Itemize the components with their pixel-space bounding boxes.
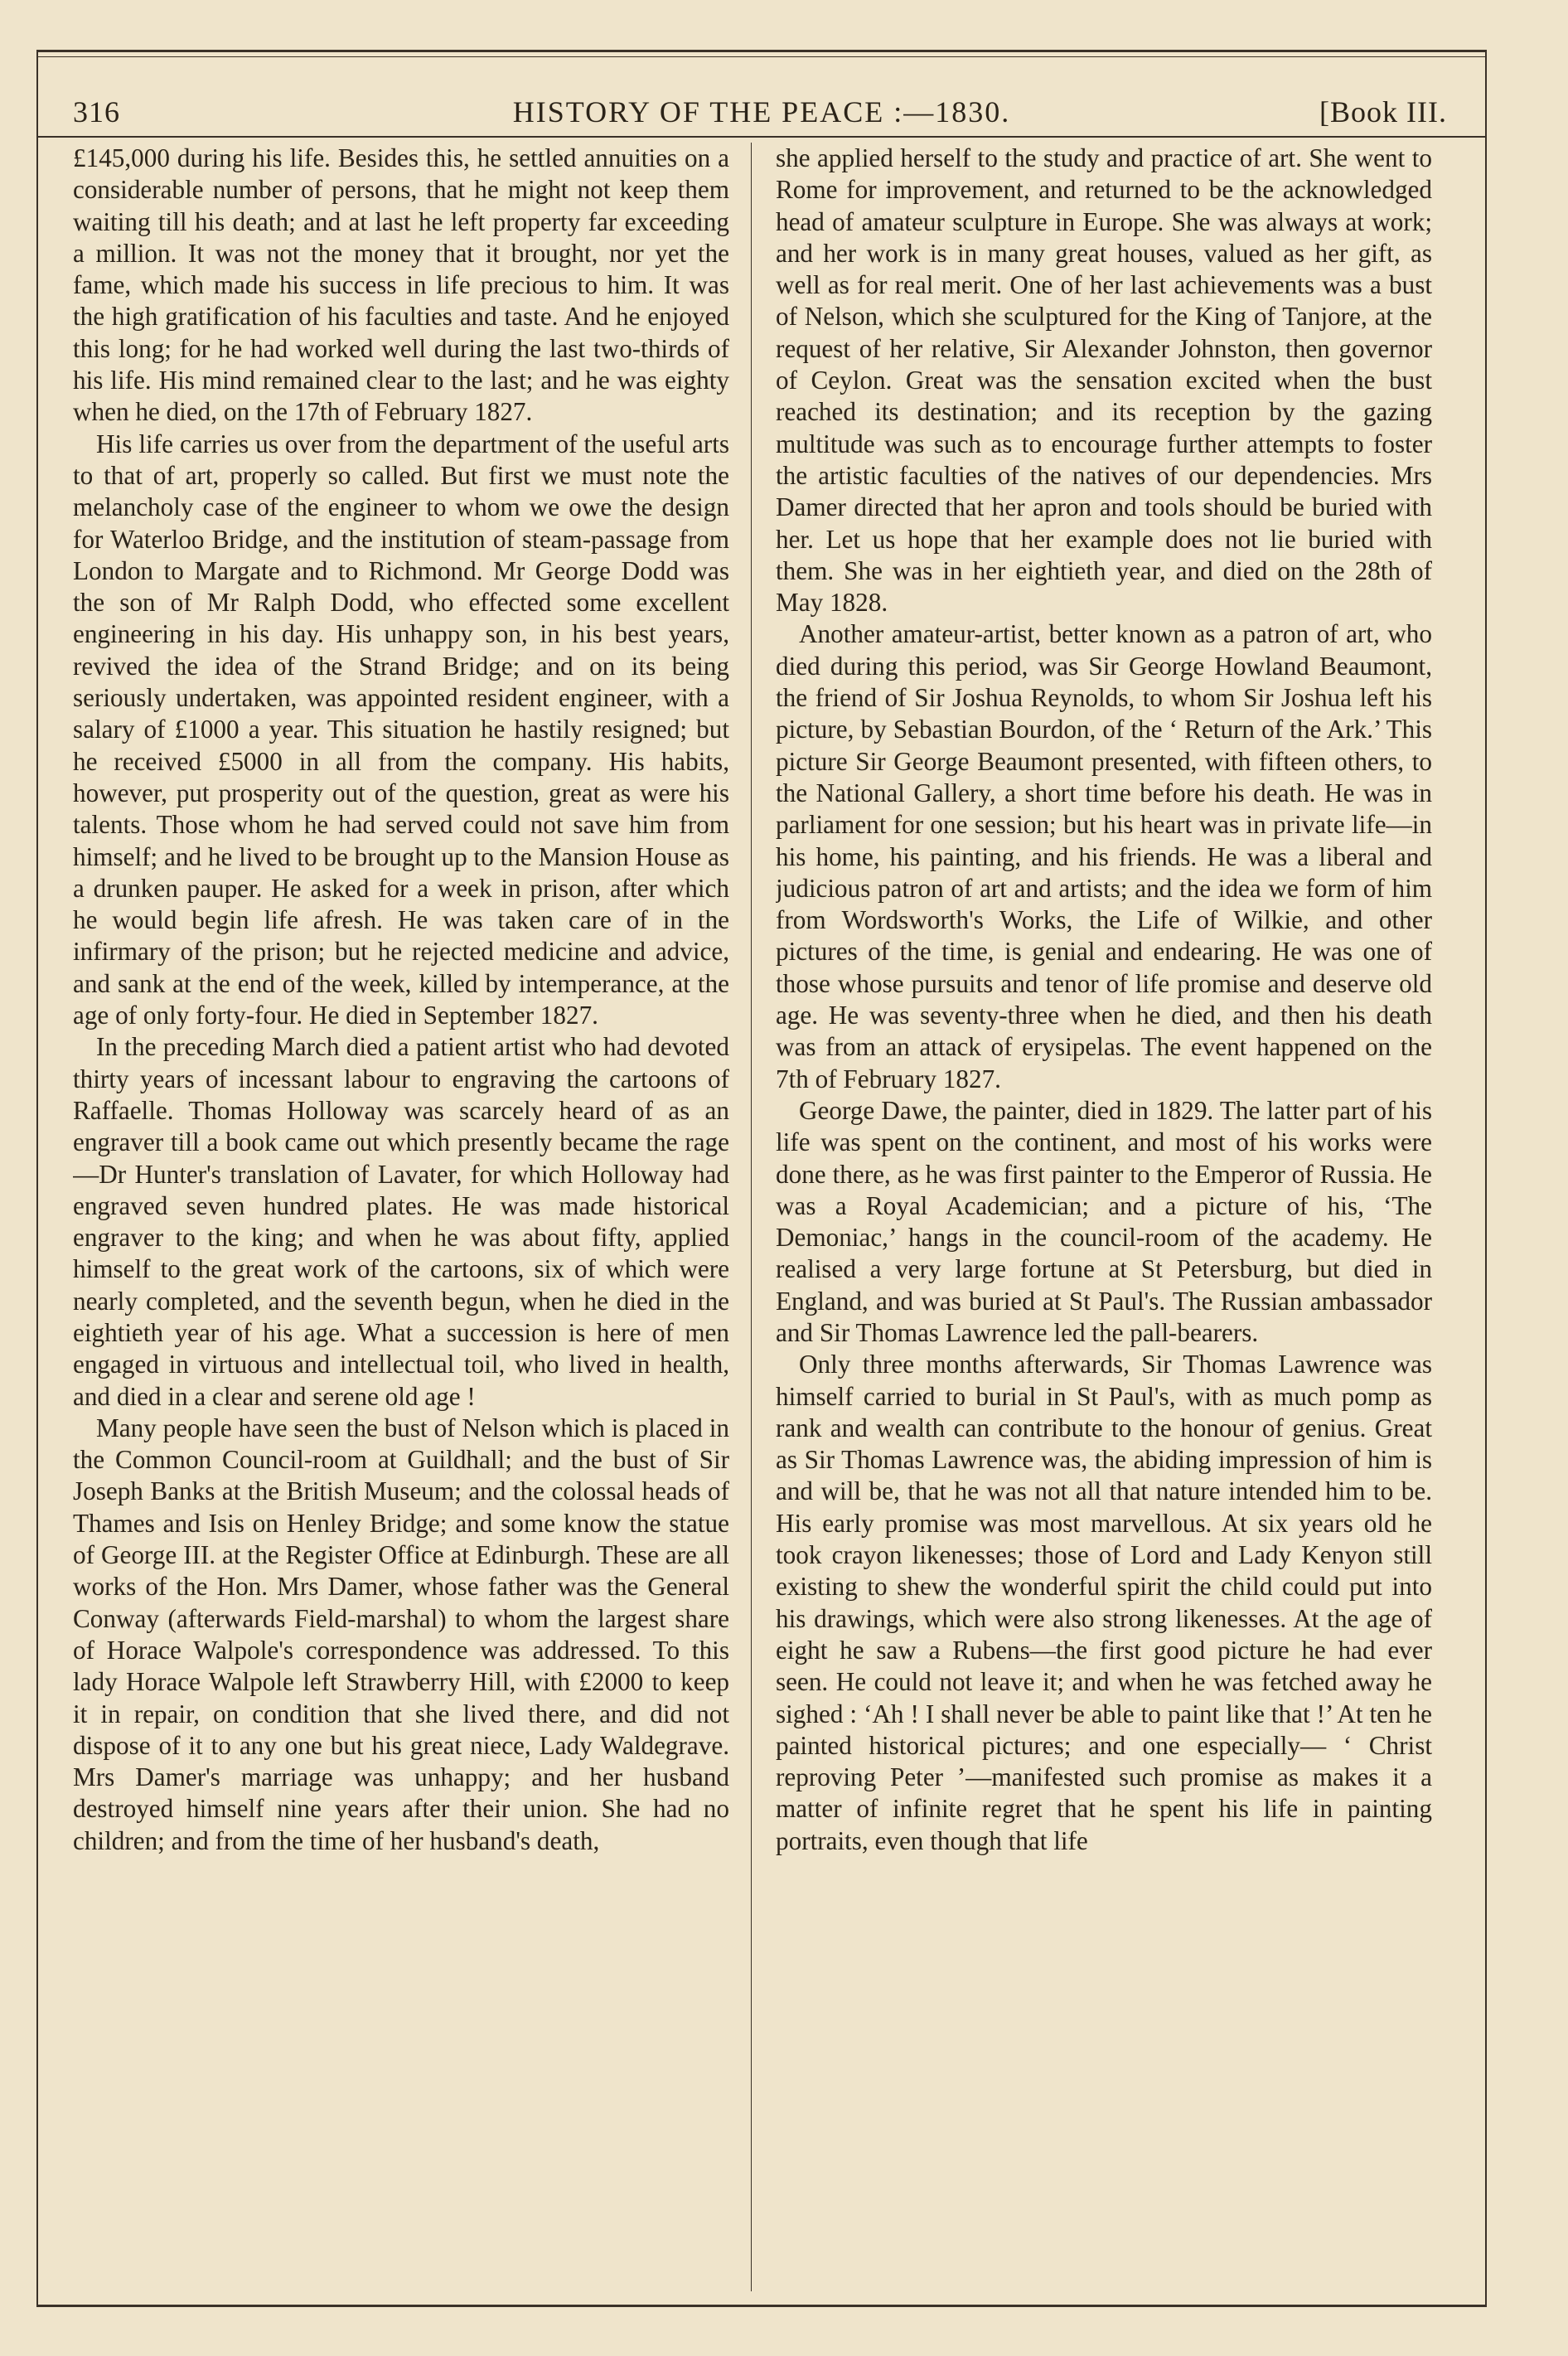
running-header xyxy=(38,83,1485,133)
paragraph: George Dawe, the painter, died in 1829. The latter part of his life was spent on the continent, and most of his works were done there, as he was first painter to the Emperor of Russia. He was a Royal Academician; and a picture of his, ‘The Demoniac,’ hangs in the council-room of the academy. He realised a very large fortune at St Petersburg, but died in England, and was buried at St Paul's. The Russian ambassador and Sir Thomas Lawrence led the pall-bearers. xyxy=(776,1095,1432,1347)
paragraph: Another amateur-artist, better known as a patron of art, who died during this period, was Sir George Howland Beaumont, the friend of Sir Joshua Reynolds, to whom Sir Joshua left his picture, by Sebastian Bourdon, of the ‘ Return of the Ark.’ This picture Sir George Beaumont presented, with fifteen others, to the National Gallery, a short time before his death. He was in parliament for one session; but his heart was in private life—in his home, his painting, and his friends. He was a liberal and judicious patron of art and artists; and the idea we form of him from Wordsworth's Works, the Life of Wilkie, and other pictures of the time, is genial and endearing. He was one of those whose pursuits and tenor of life promise and deserve old age. He was seventy-three when he died, and then his death was from an attack of erysipelas. The event happened on the 7th of February 1827. xyxy=(776,619,1432,1093)
page xyxy=(36,50,1487,2307)
right-column xyxy=(776,143,1432,2294)
left-column xyxy=(73,143,729,2294)
paragraph: she applied herself to the study and practice of art. She went to Rome for improvement, and returned to be the acknowledged head of amateur sculpture in Europe. She was always at work; and her work is in many great houses, valued as her gift, as well as for real merit. One of her last achievements was a bust of Nelson, which she sculptured for the King of Tanjore, at the request of her relative, Sir Alexander Johnston, then governor of Ceylon. Great was the sensation excited when the bust reached its destination; and its reception by the gazing multitude was such as to encourage further attempts to foster the artistic faculties of the natives of our dependencies. Mrs Damer directed that her apron and tools should be buried with her. Let us hope that her example does not lie buried with them. She was in her eightieth year, and died on the 28th of May 1828. xyxy=(776,143,1432,618)
header-rule xyxy=(38,136,1485,138)
column-divider xyxy=(751,143,752,2291)
top-rule xyxy=(38,50,1485,57)
paragraph: In the preceding March died a patient artist who had devoted thirty years of incessant labour to engraving the cartoons of Raffaelle. Thomas Holloway was scarcely heard of as an engraver till a book came out which presently became the rage —Dr Hunter's translation of Lavater, for which Holloway had engraved seven hundred plates. He was made historical engraver to the king; and when he was about fifty, applied himself to the great work of the cartoons, six of which were nearly completed, and the seventh begun, when he died in the eightieth year of his age. What a succession is here of men engaged in virtuous and intellectual toil, who lived in health, and died in a clear and serene old age ! xyxy=(73,1032,729,1411)
book-label: [Book III. xyxy=(1319,95,1447,128)
paragraph: £145,000 during his life. Besides this, he settled annuities on a considerable number of persons, that he might not keep them waiting till his death; and at last he left property far exceeding a million. It was not the money that it brought, nor yet the fame, which made his success in life precious to him. It was the high gratification of his faculties and taste. And he enjoyed this long; for he had worked well during the last two-thirds of his life. His mind remained clear to the last; and he was eighty when he died, on the 17th of February 1827. xyxy=(73,143,729,427)
paragraph: Many people have seen the bust of Nelson which is placed in the Common Council-room at Guildhall; and the bust of Sir Joseph Banks at the British Museum; and the colossal heads of Thames and Isis on Henley Bridge; and some know the statue of George III. at the Register Office at Edinburgh. These are all works of the Hon. Mrs Damer, whose father was the General Conway (afterwards Field-marshal) to whom the largest share of Horace Walpole's correspondence was addressed. To this lady Horace Walpole left Strawberry Hill, with £2000 to keep it in repair, on condition that she lived there, and did not dispose of it to any one but his great niece, Lady Waldegrave. Mrs Damer's marriage was unhappy; and her husband destroyed himself nine years after their union. She had no children; and from the time of her husband's death, xyxy=(73,1413,729,1855)
paragraph: Only three months afterwards, Sir Thomas Lawrence was himself carried to burial in St Paul's, with as much pomp as rank and wealth can contribute to the honour of genius. Great as Sir Thomas Lawrence was, the abiding impression of him is and will be, that he was not all that nature intended him to be. His early promise was most marvellous. At six years old he took crayon likenesses; those of Lord and Lady Kenyon still existing to shew the wonderful spirit the child could put into his drawings, which were also strong likenesses. At the age of eight he saw a Rubens—the first good picture he had ever seen. He could not leave it; and when he was fetched away he sighed : ‘Ah ! I shall never be able to paint like that !’ At ten he painted historical pictures; and one especially— ‘ Christ reproving Peter ’—manifested such promise as makes it a matter of infinite regret that he spent his life in painting portraits, even though that life xyxy=(776,1350,1432,1855)
running-title: HISTORY OF THE PEACE :—1830. xyxy=(512,95,1011,128)
page-number: 316 xyxy=(73,95,120,128)
paragraph: His life carries us over from the department of the useful arts to that of art, properly so called. But first we must note the melancholy case of the engineer to whom we owe the design for Waterloo Bridge, and the institution of steam-passage from London to Margate and to Richmond. Mr George Dodd was the son of Mr Ralph Dodd, who effected some excellent engineering in his day. His unhappy son, in his best years, revived the idea of the Strand Bridge; and on its being seriously undertaken, was appointed resident engineer, with a salary of £1000 a year. This situation he hastily resigned; but he received £5000 in all from the company. His habits, however, put prosperity out of the question, great as were his talents. Those whom he had served could not save him from himself; and he lived to be brought up to the Mansion House as a drunken pauper. He asked for a week in prison, after which he would begin life afresh. He was taken care of in the infirmary of the prison; but he rejected medicine and advice, and sank at the end of the week, killed by intemperance, at the age of only forty-four. He died in September 1827. xyxy=(73,429,729,1030)
